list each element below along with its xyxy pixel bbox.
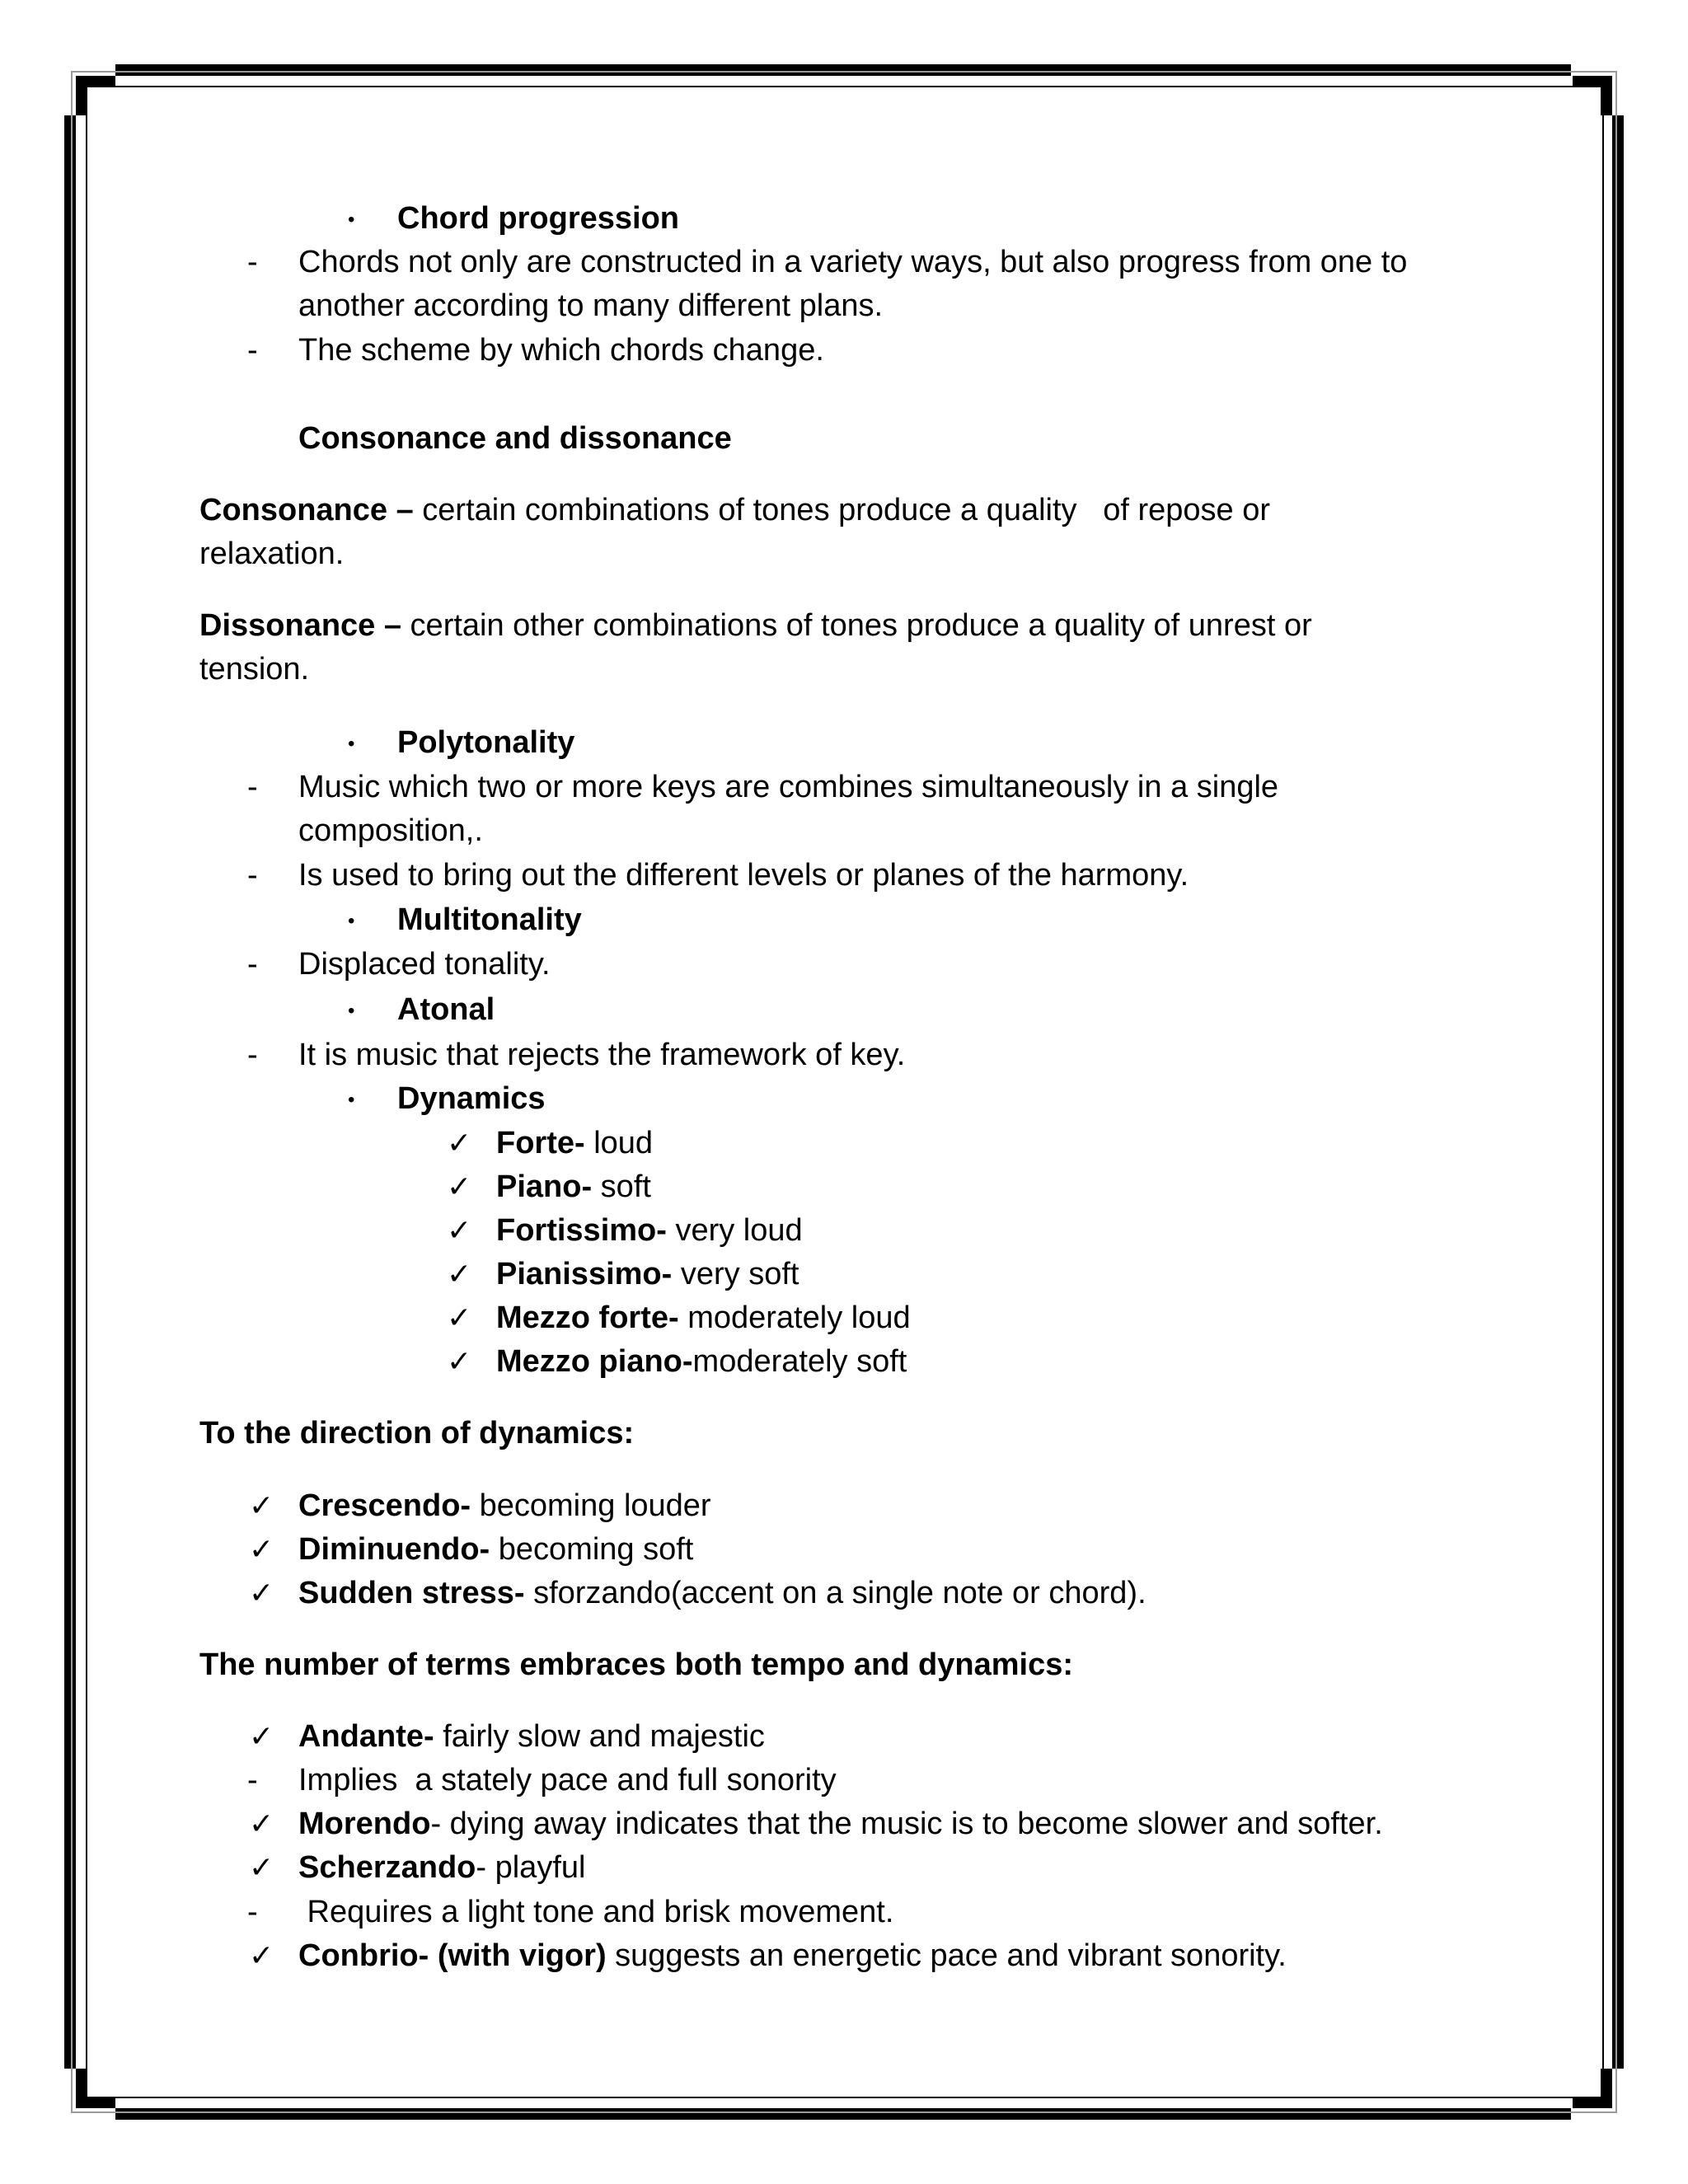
terms-item	[298, 1845, 585, 1890]
heading-atonal: Atonal	[397, 992, 495, 1027]
direction-desc: sforzando(accent on a single note or chord).	[524, 1576, 1146, 1610]
heading-consonance-dissonance: Consonance and dissonance	[298, 421, 732, 456]
check-icon: ✓	[249, 1576, 274, 1610]
dynamics-desc: moderately soft	[692, 1344, 907, 1379]
chord-item-1: Chords not only are constructed in a variety ways, but also progress from one to	[298, 245, 1408, 279]
bullet-icon: •	[348, 1089, 355, 1111]
check-icon: ✓	[447, 1213, 472, 1247]
bullet-icon: •	[348, 209, 355, 231]
dynamics-term: Mezzo piano-	[496, 1344, 693, 1379]
check-icon: ✓	[447, 1301, 472, 1334]
dash-marker: -	[247, 1763, 258, 1797]
terms-term: Andante-	[298, 1719, 434, 1754]
heading-multitonality: Multitonality	[397, 902, 582, 937]
dissonance-definition	[199, 603, 1312, 648]
dynamics-desc: very soft	[672, 1257, 799, 1291]
polytonality-item-1-cont: composition,.	[298, 813, 483, 848]
direction-item	[298, 1483, 711, 1528]
dissonance-text-cont: tension.	[199, 652, 310, 687]
dissonance-term: Dissonance –	[199, 608, 401, 643]
dash-marker: -	[247, 770, 258, 804]
direction-term: Sudden stress-	[298, 1576, 525, 1610]
heading-direction: To the direction of dynamics:	[199, 1416, 635, 1451]
terms-term: Scherzando	[298, 1850, 476, 1885]
consonance-term: Consonance –	[199, 493, 414, 527]
terms-desc: suggests an energetic pace and vibrant sonority.	[606, 1938, 1287, 1973]
dash-marker: -	[247, 1038, 258, 1072]
dash-marker: -	[247, 1895, 258, 1929]
heading-terms: The number of terms embraces both tempo and dynamics:	[199, 1647, 1073, 1682]
direction-item	[298, 1571, 1146, 1615]
bullet-icon: •	[348, 910, 355, 932]
dynamics-item	[496, 1296, 911, 1340]
dynamics-item	[496, 1252, 799, 1296]
chord-item-2: The scheme by which chords change.	[298, 333, 824, 368]
check-icon: ✓	[447, 1257, 472, 1291]
dash-marker: -	[247, 245, 258, 279]
dynamics-term: Pianissimo-	[496, 1257, 673, 1291]
multitonality-item-1: Displaced tonality.	[298, 947, 551, 982]
dynamics-item	[496, 1208, 803, 1253]
check-icon: ✓	[447, 1169, 472, 1203]
dash-marker: -	[247, 947, 258, 982]
dynamics-term: Piano-	[496, 1169, 593, 1204]
bullet-icon: •	[348, 1000, 355, 1022]
polytonality-item-1: Music which two or more keys are combines simultaneously in a single	[298, 770, 1279, 804]
dynamics-item	[496, 1121, 653, 1165]
polytonality-item-2: Is used to bring out the different levels or planes of the harmony.	[298, 858, 1189, 893]
consonance-text: certain combinations of tones produce a quality of repose or	[413, 493, 1271, 527]
direction-desc: becoming soft	[490, 1532, 694, 1567]
heading-polytonality: Polytonality	[397, 725, 575, 760]
dynamics-desc: moderately loud	[678, 1301, 911, 1335]
consonance-text-cont: relaxation.	[199, 537, 345, 571]
check-icon: ✓	[249, 1850, 274, 1884]
heading-chord-progression: Chord progression	[397, 201, 680, 236]
dash-marker: -	[247, 333, 258, 368]
atonal-item-1: It is music that rejects the framework of key.	[298, 1038, 906, 1072]
dynamics-desc: very loud	[666, 1213, 803, 1248]
terms-term: Conbrio- (with vigor)	[298, 1938, 607, 1973]
dynamics-item	[496, 1165, 651, 1209]
bullet-icon: •	[348, 733, 355, 755]
dynamics-term: Mezzo forte-	[496, 1301, 679, 1335]
direction-term: Diminuendo-	[298, 1532, 490, 1567]
check-icon: ✓	[249, 1719, 274, 1753]
dynamics-desc: loud	[584, 1126, 654, 1160]
terms-desc: fairly slow and majestic	[434, 1719, 765, 1754]
dynamics-desc: soft	[592, 1169, 651, 1204]
check-icon: ✓	[249, 1807, 274, 1840]
check-icon: ✓	[447, 1126, 472, 1160]
terms-item	[298, 1802, 1383, 1846]
dissonance-text: certain other combinations of tones produce a quality of unrest or	[401, 608, 1312, 643]
terms-desc: - playful	[476, 1850, 586, 1885]
consonance-definition	[199, 488, 1270, 532]
chord-item-1-cont: another according to many different plans.	[298, 288, 884, 323]
terms-sub-item: Requires a light tone and brisk movement.	[298, 1895, 894, 1929]
check-icon: ✓	[447, 1344, 472, 1378]
terms-item	[298, 1714, 765, 1759]
check-icon: ✓	[249, 1938, 274, 1972]
direction-desc: becoming louder	[471, 1488, 711, 1523]
dynamics-term: Forte-	[496, 1126, 585, 1160]
terms-sub-item: Implies a stately pace and full sonority	[298, 1763, 837, 1797]
check-icon: ✓	[249, 1488, 274, 1522]
direction-item	[298, 1527, 693, 1572]
terms-desc: - dying away indicates that the music is to become slower and softer.	[430, 1807, 1383, 1841]
terms-term: Morendo	[298, 1807, 431, 1841]
dash-marker: -	[247, 858, 258, 893]
dynamics-item	[496, 1339, 907, 1384]
heading-dynamics: Dynamics	[397, 1081, 546, 1116]
dynamics-term: Fortissimo-	[496, 1213, 667, 1248]
terms-item	[298, 1933, 1287, 1978]
direction-term: Crescendo-	[298, 1488, 471, 1523]
check-icon: ✓	[249, 1532, 274, 1566]
